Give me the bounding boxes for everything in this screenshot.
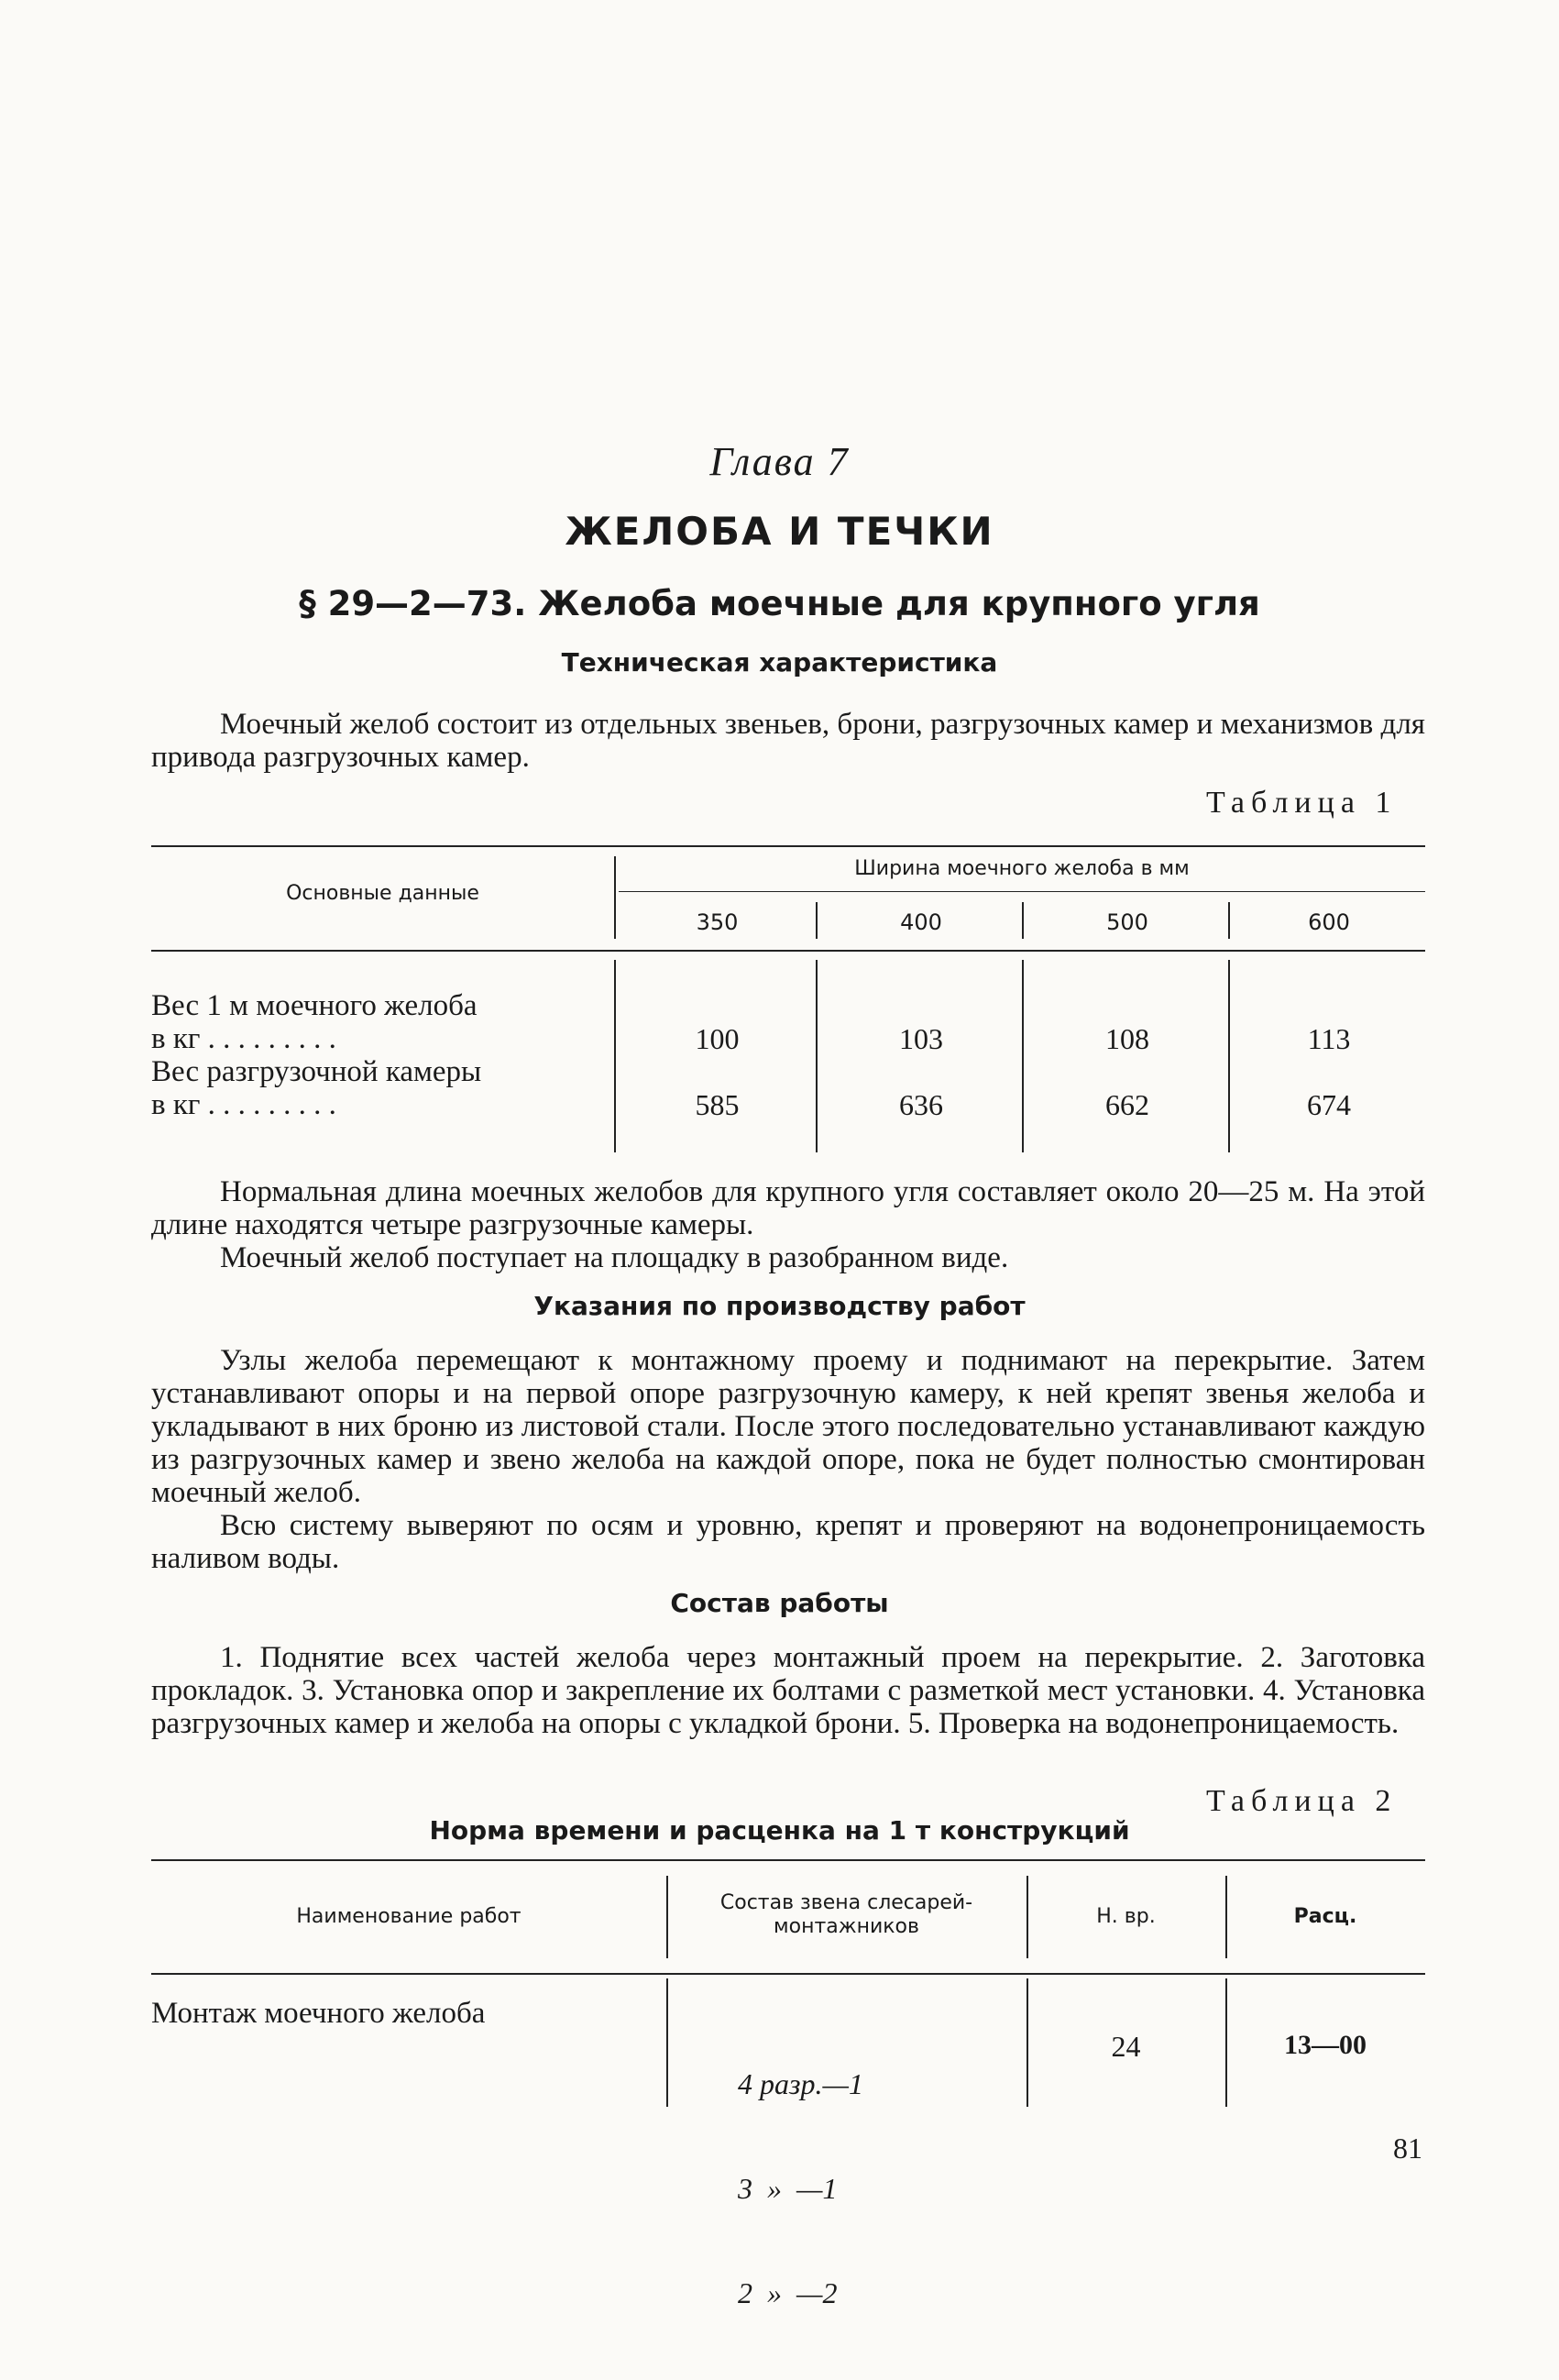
table1-width-350: 350: [696, 909, 739, 935]
table2-row-name: Монтаж моечного желоба: [151, 1997, 486, 2030]
table2-header-name: Наименование работ: [296, 1905, 521, 1928]
work-paragraph: 1. Поднятие всех частей желоба через монтажный проем на перекрытие. 2. Заготовка прокладок. 3. Установка опор и закрепление их болтами с разметкой мест установки. 4. Установка разгрузочных камер и желоба на опоры с укладкой брони. 5. Проверка на водонепроницаемость.: [151, 1641, 1425, 1740]
table1-row2-label: Вес разгрузочной камеры в кг . . . . . . . . .: [151, 1055, 482, 1121]
table1-row1-label: Вес 1 м моечного желоба в кг . . . . . . . . .: [151, 989, 478, 1055]
tech-heading: Техническая характеристика: [561, 647, 998, 678]
tech-paragraph: Моечный желоб состоит из отдельных звеньев, брони, разгрузочных камер и механизмов для привода разгрузочных камер.: [151, 708, 1425, 774]
table1-label: Таблица 1: [1206, 786, 1398, 820]
table2-row-rate: 13—00: [1284, 2030, 1367, 2060]
table1: [151, 845, 1425, 1157]
table1-row2-600: 674: [1307, 1088, 1351, 1121]
table2-row-crew: 4 разр.—1 3 » —1 2 » —2: [738, 2067, 863, 2309]
table2-title: Норма времени и расценка на 1 т конструкций: [429, 1815, 1130, 1846]
table1-header-main: Основные данные: [286, 882, 479, 905]
table1-row1-400: 103: [899, 1022, 943, 1055]
section-title: § 29—2—73. Желоба моечные для крупного угля: [299, 584, 1260, 623]
table1-row2-400: 636: [899, 1088, 943, 1121]
table1-header-group: Ширина моечного желоба в мм: [854, 857, 1190, 880]
notes-paragraph-2: Моечный желоб поступает на площадку в разобранном виде.: [220, 1241, 1009, 1274]
page-number: 81: [1393, 2132, 1422, 2165]
table1-width-500: 500: [1106, 909, 1148, 935]
instructions-paragraph-2: Всю систему выверяют по осям и уровню, крепят и проверяют на водонепроницаемость наливом воды.: [151, 1509, 1425, 1575]
table1-row2-500: 662: [1105, 1088, 1149, 1121]
table1-row2-350: 585: [695, 1088, 740, 1121]
table1-width-400: 400: [900, 909, 942, 935]
instructions-heading: Указания по производству работ: [533, 1291, 1026, 1321]
instructions-paragraph-1: Узлы желоба перемещают к монтажному проему и поднимают на перекрытие. Затем устанавливают опоры и на первой опоре разгрузочную камеру, к ней крепят звенья желоба и укладывают в них броню из листовой стали. После этого последовательно устанавливают каждую из разгрузочных камер и звено желоба на каждой опоре, пока не будет полностью смонтирован моечный желоб.: [151, 1344, 1425, 1509]
table2-row-norm: 24: [1111, 2030, 1141, 2063]
table1-row1-500: 108: [1105, 1022, 1149, 1055]
table1-row1-350: 100: [695, 1022, 740, 1055]
table2-header-crew: Состав звена слесарей- монтажников: [719, 1891, 973, 1938]
table2-header-norm: Н. вр.: [1096, 1905, 1156, 1928]
chapter-title: ЖЕЛОБА И ТЕЧКИ: [565, 509, 994, 554]
table1-row1-600: 113: [1307, 1022, 1351, 1055]
table2-header-rate: Расц.: [1293, 1905, 1357, 1928]
work-heading: Состав работы: [670, 1588, 889, 1618]
chapter-label: Глава 7: [709, 439, 850, 484]
table1-width-600: 600: [1308, 909, 1350, 935]
notes-paragraph-1: Нормальная длина моечных желобов для крупного угля составляет около 20—25 м. На этой длине находятся четыре разгрузочные камеры.: [151, 1175, 1425, 1241]
table2-label: Таблица 2: [1206, 1784, 1398, 1818]
